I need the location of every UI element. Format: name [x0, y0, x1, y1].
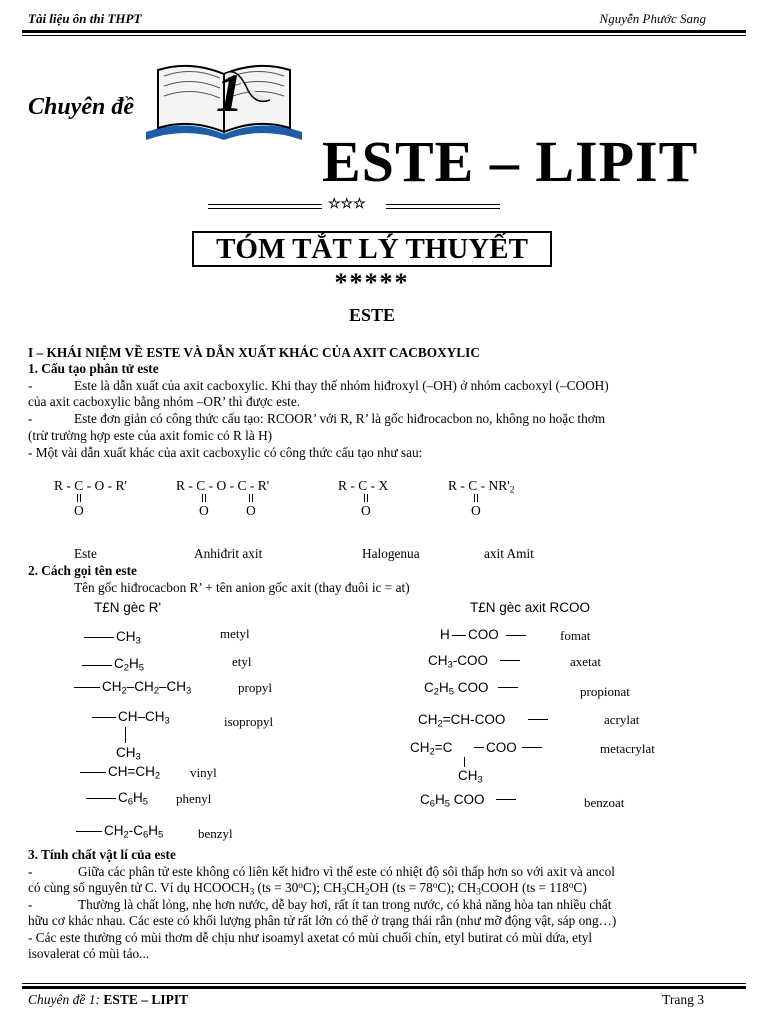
struct-este: R - C - O - R'	[54, 478, 127, 493]
s3-p2-line-b: hữu cơ khác nhau. Các este có khối lượng phân tử rất lớn có thể ở trạng thái rắn (như mỡ động vật, sáp ong…)	[28, 913, 617, 928]
formula-vinyl-sub: 2	[154, 770, 161, 782]
bond-vinyl	[80, 772, 106, 773]
struct-amit-sub: 2	[509, 485, 515, 496]
bond-benzoat-tail	[496, 799, 516, 800]
chapter-title: ESTE – LIPIT	[322, 129, 699, 194]
struct-name-anhidrit: Anhiđrit axit	[194, 546, 263, 561]
s3-p1-b-7: CH	[346, 880, 365, 895]
formula-benzoat: C	[420, 792, 430, 807]
s3-p2-dash: -	[28, 897, 33, 912]
formula-acrylat-tail: =CH-COO	[442, 712, 506, 727]
chapter-stars: ☆☆☆	[328, 197, 366, 212]
bond-amit-1	[474, 494, 475, 502]
name-isopropyl: isopropyl	[224, 714, 274, 729]
bond-axetat-tail	[500, 660, 520, 661]
s3-p3-line-b: isovalerat có mùi táo...	[28, 946, 150, 961]
formula-phenyl: C	[118, 790, 128, 805]
bond-metacrylat-tail	[522, 747, 542, 748]
formula-metacrylat-branch: CH	[458, 768, 478, 783]
struct-amit-o: O	[471, 503, 481, 518]
formula-phenyl-sub: 6	[127, 796, 133, 808]
bond-este-2	[80, 494, 81, 502]
s3-p1-b-8: 2	[364, 887, 370, 898]
formula-benzoat-sub2: 5	[444, 798, 450, 810]
struct-anh-o2: O	[246, 503, 256, 518]
name-metyl: metyl	[220, 626, 250, 641]
formula-propyl-sub: 2	[121, 685, 127, 697]
bond-amit-2	[477, 494, 478, 502]
formula-axetat-tail: -COO	[452, 653, 488, 668]
col-right-title: T£N gèc axit RCOO	[470, 600, 591, 615]
summary-stars: *****	[334, 268, 410, 297]
section2-heading: 2. Cách gọi tên este	[28, 563, 137, 578]
bond-fomat-tail	[506, 635, 526, 636]
formula-phenyl-tail: H	[133, 790, 143, 805]
bond-isopropyl-branch	[125, 727, 126, 743]
p2-line-a: Este đơn giản có công thức cấu tạo: RCOOR’ với R, R’ là gốc hiđrocacbon no, không no hoặc thơm	[74, 411, 606, 426]
col-left-title: T£N gèc R'	[94, 600, 162, 615]
formula-propyl-tail: –CH	[126, 679, 154, 694]
s3-p1-b-11: C); CH	[437, 880, 477, 895]
formula-metacrylat-sub: 2	[429, 746, 435, 758]
p1-dash: -	[28, 378, 33, 393]
formula-etyl-tail: H	[129, 656, 139, 671]
s3-p1-b-6: 3	[341, 887, 347, 898]
bond-phenyl	[86, 798, 116, 799]
formula-metyl-sub: 3	[135, 635, 141, 647]
formula-propionat: C	[424, 680, 434, 695]
divider-left-2	[208, 208, 322, 209]
formula-benzyl: CH	[104, 823, 124, 838]
name-etyl: etyl	[232, 654, 252, 669]
formula-acrylat: CH	[418, 712, 438, 727]
struct-este-o: O	[74, 503, 84, 518]
s3-p1-b-12: 3	[476, 887, 481, 898]
struct-anhidrit: R - C - O - C - R'	[176, 478, 270, 493]
s3-p1-b-10: o	[432, 880, 438, 891]
formula-benzoat-tail: H	[435, 792, 445, 807]
name-acrylat: acrylat	[604, 712, 640, 727]
header-rule	[22, 30, 746, 33]
formula-phenyl-sub2: 5	[142, 796, 148, 808]
s3-p1-b-4: o	[298, 880, 303, 891]
bond-anh-1	[202, 494, 203, 502]
header-rule-thin	[22, 35, 746, 36]
divider-right-2	[386, 208, 500, 209]
formula-propyl: CH	[102, 679, 122, 694]
formula-benzyl-sub: 2	[123, 829, 129, 841]
s3-p1-b-1: có cùng số nguyên tử C. Ví dụ HCOOCH	[28, 880, 250, 895]
s3-p1-b-5: C); CH	[302, 880, 342, 895]
name-propyl: propyl	[238, 680, 272, 695]
bond-este-1	[77, 494, 78, 502]
summary-title: TÓM TẮT LÝ THUYẾT	[216, 233, 528, 265]
formula-etyl-sub: 2	[123, 662, 129, 674]
formula-isopropyl-branch: CH	[116, 745, 136, 760]
bond-acrylat-tail	[528, 719, 548, 720]
formula-metacrylat-branch-sub: 3	[477, 774, 483, 786]
formula-propionat-sub: 2	[433, 686, 439, 698]
s3-p1-b-14: o	[568, 880, 574, 891]
formula-vinyl: CH=CH	[108, 764, 155, 779]
bond-anh-2	[205, 494, 206, 502]
struct-name-amit: axit Amit	[484, 546, 534, 561]
formula-propyl-tail2: –CH	[159, 679, 187, 694]
s3-p1-b-13: COOH (ts = 118	[480, 880, 569, 895]
p2-line-b: (trừ trường hợp este của axit fomic có R là H)	[28, 428, 273, 443]
formula-propyl-sub2: 2	[153, 685, 160, 697]
formula-benzyl-sub2: 6	[143, 829, 149, 841]
s3-p1-b-9: OH (ts = 78	[369, 880, 433, 895]
bond-hal-1	[364, 494, 365, 502]
section1-heading: I – KHÁI NIỆM VỀ ESTE VÀ DẪN XUẤT KHÁC CỦA AXIT CACBOXYLIC	[28, 345, 480, 360]
name-axetat: axetat	[570, 654, 602, 669]
section3-heading: 3. Tính chất vật lí của este	[28, 847, 176, 862]
header-right: Nguyễn Phước Sang	[599, 11, 706, 26]
divider-left-1	[208, 204, 322, 205]
formula-isopropyl-branch-sub: 3	[135, 751, 141, 763]
s3-p1-dash: -	[28, 864, 33, 879]
formula-metacrylat: CH	[410, 740, 430, 755]
bond-propyl	[74, 687, 100, 688]
formula-propionat-tail: H	[439, 680, 449, 695]
name-metacrylat: metacrylat	[600, 741, 655, 756]
chapter-number: 1	[216, 63, 243, 123]
footer-chapter-title: ESTE – LIPIT	[103, 992, 189, 1007]
s3-p3-line-a: - Các este thường có mùi thơm dễ chịu như isoamyl axetat có mùi chuối chín, etyl butirat có mùi dứa, etyl	[28, 930, 593, 945]
name-vinyl: vinyl	[190, 765, 217, 780]
bond-isopropyl	[92, 717, 116, 718]
bond-benzyl	[76, 831, 102, 832]
struct-name-este: Este	[74, 546, 97, 561]
s3-p1-b-3: (ts = 30	[254, 880, 299, 895]
formula-benzoat-tail2: COO	[450, 792, 485, 807]
struct-name-halogenua: Halogenua	[362, 546, 420, 561]
formula-benzoat-sub: 6	[429, 798, 435, 810]
bond-anh-4	[252, 494, 253, 502]
formula-benzyl-tail: -C	[128, 823, 143, 838]
formula-benzyl-sub3: 5	[158, 829, 164, 841]
formula-acrylat-sub: 2	[437, 718, 443, 730]
formula-metacrylat-coo: COO	[486, 740, 517, 755]
formula-metacrylat-tail: =C	[434, 740, 453, 755]
formula-axetat: CH	[428, 653, 448, 668]
p1-line-b: của axit cacboxylic bằng nhóm –OR’ thì được este.	[28, 394, 301, 409]
p2-dash: -	[28, 411, 33, 426]
summary-subtitle: ESTE	[348, 305, 396, 325]
section1-sub1: 1. Cấu tạo phân tử este	[28, 361, 159, 376]
s3-p2-line-a: Thường là chất lỏng, nhẹ hơn nước, dễ bay hơi, rất ít tan trong nước, có khả năng hòa tan nhiều chất	[78, 897, 612, 912]
struct-halogenua: R - C - X	[338, 478, 389, 493]
name-phenyl: phenyl	[176, 791, 212, 806]
s3-p1-line-a: Giữa các phân tử este không có liên kết hiđro vì thế este có nhiệt độ sôi thấp hơn so với axit và ancol	[78, 864, 615, 879]
struct-hal-o: O	[361, 503, 371, 518]
footer-page-number: Trang 3	[662, 992, 704, 1007]
s3-p1-b-2: 3	[249, 887, 255, 898]
section2-rule: Tên gốc hiđrocacbon R’ + tên anion gốc axit (thay đuôi ic = at)	[74, 580, 410, 595]
struct-amit: R - C - NR'	[448, 478, 510, 493]
formula-axetat-sub: 3	[447, 659, 453, 671]
s3-p1-b-15: C)	[573, 880, 587, 895]
p3-line: - Một vài dẫn xuất khác của axit cacboxylic có công thức cấu tạo như sau:	[28, 445, 423, 460]
name-fomat: fomat	[560, 628, 591, 643]
footer-rule	[22, 986, 746, 989]
formula-fomat-coo: COO	[468, 627, 499, 642]
formula-propionat-tail2: COO	[454, 680, 489, 695]
formula-propyl-sub3: 3	[186, 685, 192, 697]
struct-anh-o1: O	[199, 503, 209, 518]
formula-isopropyl: CH–CH	[118, 709, 165, 724]
header-left: Tài liệu ôn thi THPT	[28, 11, 142, 26]
footer-chapter-label: Chuyên đề 1:	[28, 992, 100, 1007]
name-benzyl: benzyl	[198, 826, 233, 841]
formula-isopropyl-sub: 3	[164, 715, 170, 727]
bond-etyl	[82, 665, 112, 666]
chapter-label: Chuyên đề	[28, 94, 135, 120]
bond-hal-2	[367, 494, 368, 502]
formula-propionat-sub2: 5	[448, 686, 454, 698]
bond-anh-3	[249, 494, 250, 502]
formula-etyl-sub2: 5	[138, 662, 144, 674]
name-propionat: propionat	[580, 684, 630, 699]
formula-benzyl-tail2: H	[148, 823, 158, 838]
bond-metyl	[84, 637, 114, 638]
bond-fomat	[452, 635, 466, 636]
bond-propionat-tail	[498, 687, 518, 688]
p1-line-a: Este là dẫn xuất của axit cacboxylic. Khi thay thế nhóm hiđroxyl (–OH) ở nhóm cacboxyl (–COOH)	[74, 378, 609, 393]
footer-rule-thin	[22, 983, 746, 984]
formula-etyl: C	[114, 656, 124, 671]
name-benzoat: benzoat	[584, 795, 625, 810]
divider-right-1	[386, 204, 500, 205]
bond-metacrylat-branch	[464, 757, 465, 767]
bond-metacrylat-mid	[474, 747, 484, 748]
formula-fomat-h: H	[440, 627, 450, 642]
formula-metyl: CH	[116, 629, 136, 644]
